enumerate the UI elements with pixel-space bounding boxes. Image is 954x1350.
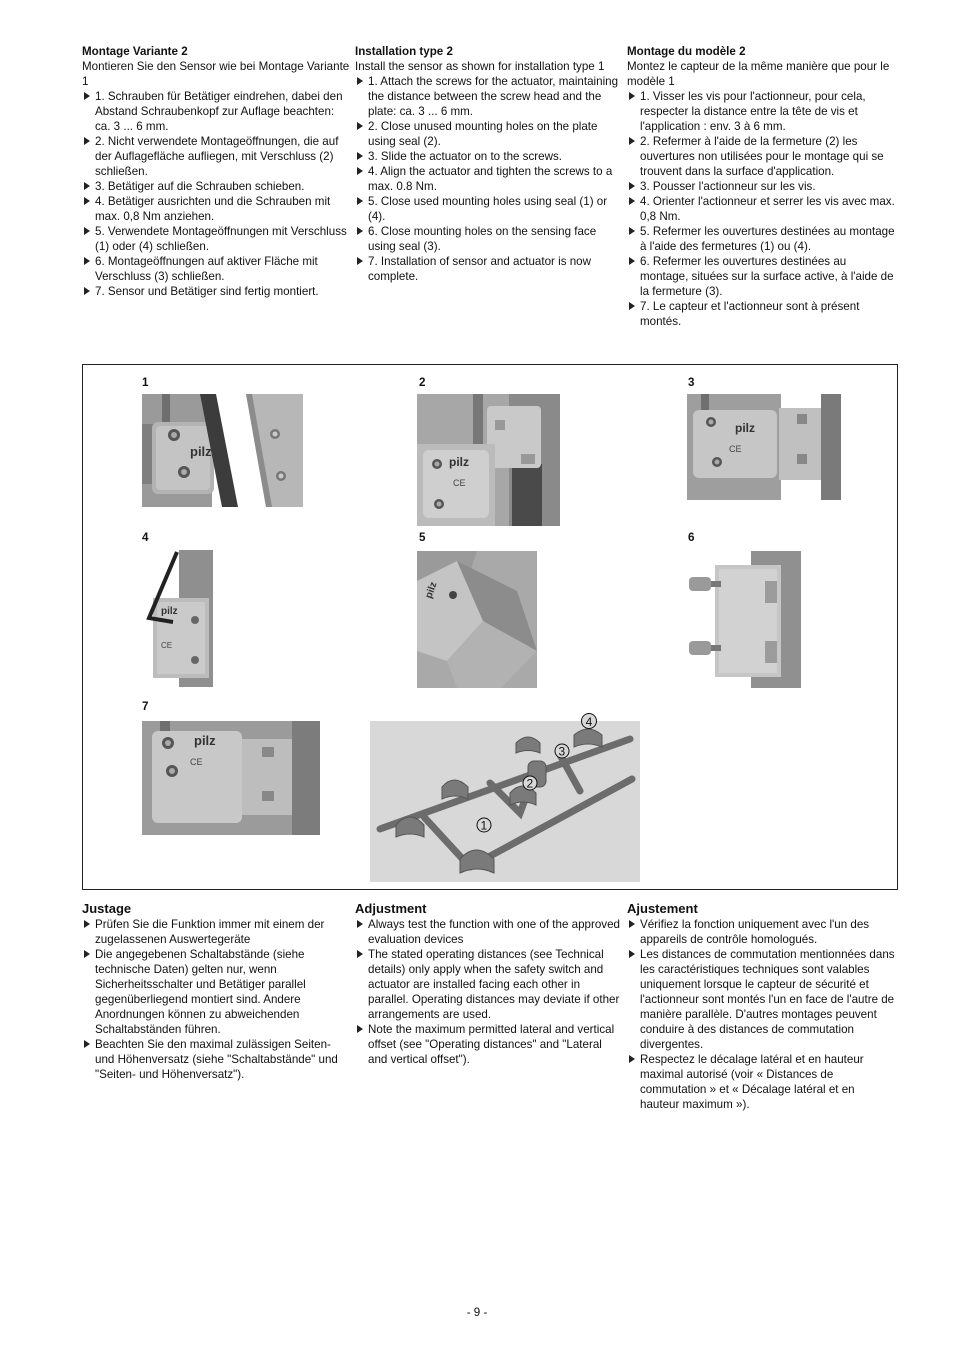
list-item: 3. Pousser l'actionneur sur les vis. [627, 179, 895, 194]
install-steps-fr [627, 89, 895, 329]
ce-mark: CE [453, 478, 466, 488]
seal-label-1: 1 [480, 818, 488, 833]
list-item: 5. Close used mounting holes using seal (1) or (4). [355, 194, 623, 224]
ce-mark: CE [190, 757, 203, 767]
list-item: 5. Refermer les ouvertures destinées au montage à l'aide des fermetures (1) ou (4). [627, 224, 895, 254]
install-column-de [82, 44, 350, 299]
pilz-logo: pilz [194, 733, 216, 748]
adjust-column-de [82, 901, 350, 1082]
list-item: 6. Refermer les ouvertures destinées au montage, situées sur la surface active, à l'aide de la fermeture (3). [627, 254, 895, 299]
list-item: 3. Betätiger auf die Schrauben schieben. [82, 179, 350, 194]
step-1-image [142, 394, 303, 507]
list-item: 7. Sensor und Betätiger sind fertig montiert. [82, 284, 350, 299]
list-item: 5. Verwendete Montageöffnungen mit Verschluss (1) oder (4) schließen. [82, 224, 350, 254]
install-steps-de [82, 89, 350, 299]
adjust-column-fr [627, 901, 895, 1112]
step-number-6: 6 [688, 531, 695, 544]
list-item: 7. Installation of sensor and actuator is now complete. [355, 254, 623, 284]
pilz-logo: pilz [423, 580, 440, 601]
step-4-image [143, 550, 213, 687]
adjust-heading-de: Justage [82, 901, 132, 916]
list-item: 1. Visser les vis pour l'actionneur, pour cela, respecter la distance entre la tête de vis et l'application : env. 3 à 6 mm. [627, 89, 895, 134]
list-item: Prüfen Sie die Funktion immer mit einem der zugelassenen Auswertegeräte [82, 917, 350, 947]
step-7-image [142, 721, 320, 835]
list-item: 2. Nicht verwendete Montageöffnungen, die auf der Auflagefläche aufliegen, mit Verschluss (2) schließen. [82, 134, 350, 179]
list-item: Beachten Sie den maximal zulässigen Seiten- und Höhenversatz (siehe "Schaltabstände" und "Seiten- und Höhenversatz"). [82, 1037, 350, 1082]
list-item: 6. Close mounting holes on the sensing face using seal (3). [355, 224, 623, 254]
installation-figure [82, 364, 898, 890]
list-item: Always test the function with one of the approved evaluation devices [355, 917, 623, 947]
install-column-fr [627, 44, 895, 329]
seal-label-3: 3 [558, 744, 566, 759]
adjust-heading-en: Adjustment [355, 901, 427, 916]
install-heading-de: Montage Variante 2 [82, 45, 188, 58]
pilz-logo: pilz [190, 444, 212, 459]
install-intro-en: Install the sensor as shown for installation type 1 [355, 60, 605, 73]
seals-sprue-image [370, 721, 640, 882]
list-item: 4. Betätiger ausrichten und die Schrauben mit max. 0,8 Nm anziehen. [82, 194, 350, 224]
seal-label-4: 4 [581, 713, 597, 729]
ce-mark: CE [729, 444, 742, 454]
list-item: 3. Slide the actuator on to the screws. [355, 149, 623, 164]
ce-mark: CE [161, 641, 173, 650]
step-3-image [687, 394, 841, 500]
step-number-3: 3 [688, 376, 695, 389]
list-item: 1. Schrauben für Betätiger eindrehen, dabei den Abstand Schraubenkopf zur Auflage beachten: ca. 3 ... 6 mm. [82, 89, 350, 134]
list-item: 7. Le capteur et l'actionneur sont à présent montés. [627, 299, 895, 329]
install-heading-fr: Montage du modèle 2 [627, 45, 746, 58]
install-heading-en: Installation type 2 [355, 45, 453, 58]
install-steps-en [355, 74, 623, 284]
step-2-image [417, 394, 560, 526]
install-intro-de: Montieren Sie den Sensor wie bei Montage Variante 1 [82, 60, 350, 88]
adjust-column-en [355, 901, 623, 1067]
list-item: 2. Close unused mounting holes on the plate using seal (2). [355, 119, 623, 149]
step-5-image [417, 551, 537, 688]
list-item: 1. Attach the screws for the actuator, maintaining the distance between the screw head and the plate: ca. 3 ... 6 mm. [355, 74, 623, 119]
step-number-1: 1 [142, 376, 149, 389]
seal-label-2: 2 [526, 776, 534, 791]
adjust-items-fr [627, 917, 895, 1112]
adjust-heading-fr: Ajustement [627, 901, 698, 916]
step-6-image [689, 551, 801, 688]
install-intro-fr: Montez le capteur de la même manière que pour le modèle 1 [627, 60, 890, 88]
list-item: 6. Montageöffnungen auf aktiver Fläche mit Verschluss (3) schließen. [82, 254, 350, 284]
adjust-items-en [355, 917, 623, 1067]
list-item: Les distances de commutation mentionnées dans les caractéristiques techniques sont valables uniquement lorsque le capteur de sécurité et l'actionneur sont montés l'un en face de l'autre de manière parallèle. D'autres montages peuvent conduire à des distances de commutation divergentes. [627, 947, 895, 1052]
pilz-logo: pilz [449, 455, 469, 469]
step-number-5: 5 [419, 531, 426, 544]
pilz-logo: pilz [735, 421, 755, 435]
list-item: 2. Refermer à l'aide de la fermeture (2) les ouvertures non utilisées pour le montage qui se trouvent dans la surface d'application. [627, 134, 895, 179]
step-number-2: 2 [419, 376, 426, 389]
list-item: Note the maximum permitted lateral and vertical offset (see "Operating distances" and "Lateral and vertical offset"). [355, 1022, 623, 1067]
page-number: - 9 - [466, 1306, 488, 1319]
list-item: The stated operating distances (see Technical details) only apply when the safety switch and actuator are installed facing each other in parallel. Operating distances may deviate if other arrangements are used. [355, 947, 623, 1022]
install-column-en [355, 44, 623, 284]
list-item: 4. Align the actuator and tighten the screws to a max. 0.8 Nm. [355, 164, 623, 194]
list-item: Respectez le décalage latéral et en hauteur maximal autorisé (voir « Distances de commutation » et « Décalage latéral et en hauteur maximum »). [627, 1052, 895, 1112]
step-number-4: 4 [142, 531, 149, 544]
pilz-logo: pilz [161, 606, 178, 617]
list-item: 4. Orienter l'actionneur et serrer les vis avec max. 0,8 Nm. [627, 194, 895, 224]
list-item: Die angegebenen Schaltabstände (siehe technische Daten) gelten nur, wenn Sicherheitsschalter und Betätiger parallel gegenüberliegend montiert sind. Andere Anordnungen können zu abweichenden Schaltabständen führen. [82, 947, 350, 1037]
step-number-7: 7 [142, 700, 149, 713]
adjust-items-de [82, 917, 350, 1082]
list-item: Vérifiez la fonction uniquement avec l'un des appareils de contrôle homologués. [627, 917, 895, 947]
